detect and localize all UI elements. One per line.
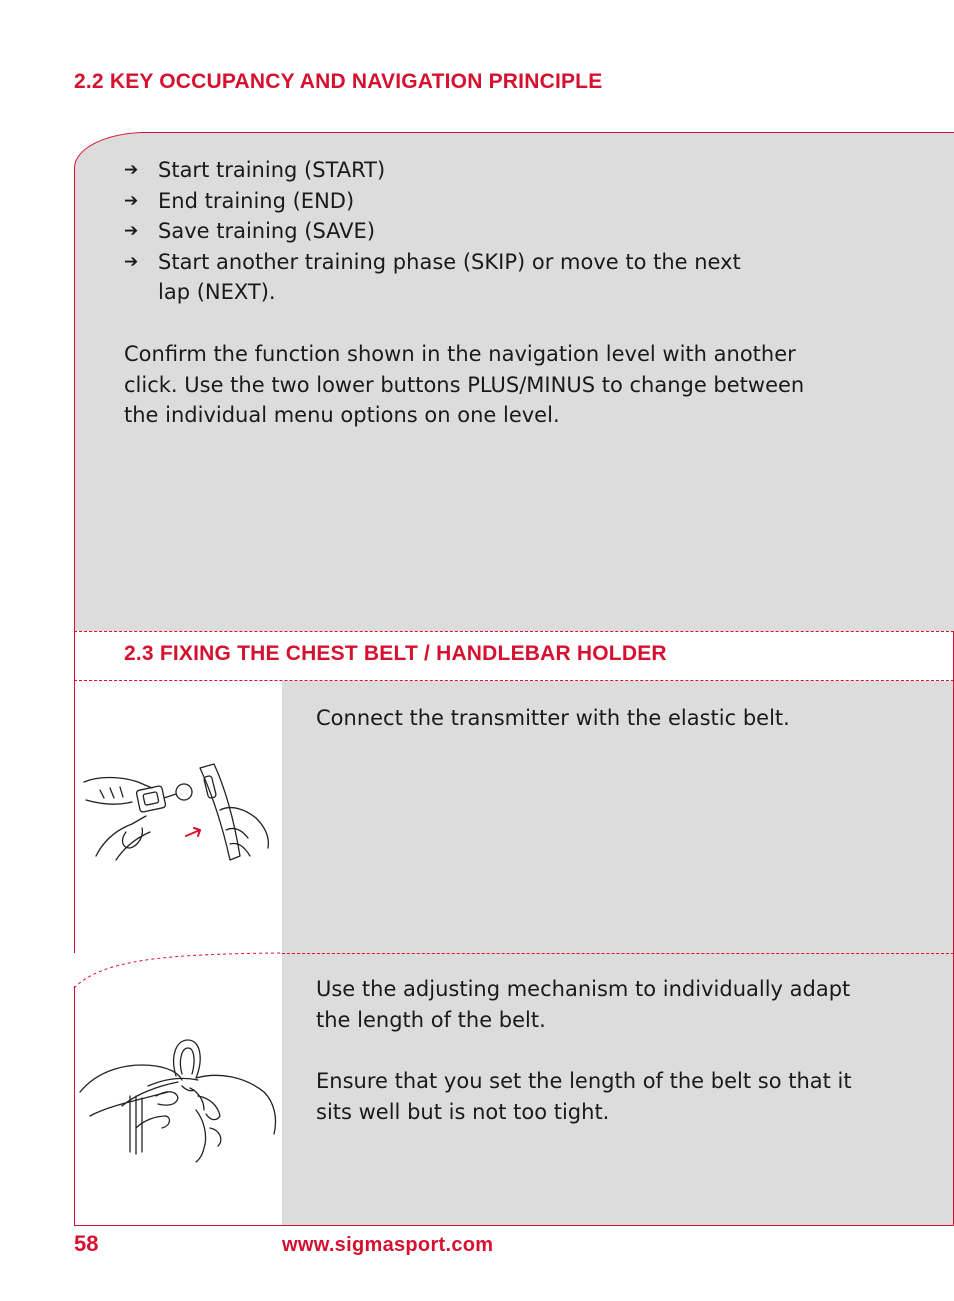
navigation-paragraph: Confirm the function shown in the navigation level with another click. Use the two lower buttons PLUS/MINUS to change between the individual menu options on one level. [124, 342, 805, 428]
step-2-text-a: Use the adjusting mechanism to individually adapt the length of the belt. [316, 977, 851, 1032]
dashed-divider [282, 953, 954, 954]
arrow-right-icon: ➔ [124, 190, 139, 211]
step-1-text: Connect the transmitter with the elastic belt. [316, 706, 790, 730]
hands-adjusting-belt-illustration [78, 1036, 280, 1166]
list-item: ➔ Start another training phase (SKIP) or move to the next lap (NEXT). [124, 247, 764, 308]
bullet-list [124, 155, 764, 308]
hands-connecting-transmitter-illustration [80, 760, 275, 870]
list-item: ➔ Save training (SAVE) [124, 216, 764, 247]
section-heading-2-2: 2.2 KEY OCCUPANCY AND NAVIGATION PRINCIPLE [74, 70, 603, 93]
arrow-right-icon: ➔ [124, 160, 139, 180]
bottom-rule [74, 1225, 954, 1226]
list-item: ➔ Start training (START) [124, 155, 764, 186]
step-2-text-b: Ensure that you set the length of the belt so that it sits well but is not too tight. [316, 1069, 852, 1124]
arrow-right-icon: ➔ [124, 221, 139, 242]
page-number: 58 [74, 1231, 99, 1256]
list-item: ➔ End training (END) [124, 186, 764, 217]
footer-url[interactable]: www.sigmasport.com [282, 1234, 494, 1256]
dashed-curve-divider [72, 950, 284, 990]
section-heading-2-3: 2.3 FIXING THE CHEST BELT / HANDLEBAR HOLDER [124, 642, 667, 665]
arrow-right-icon: ➔ [124, 251, 139, 272]
